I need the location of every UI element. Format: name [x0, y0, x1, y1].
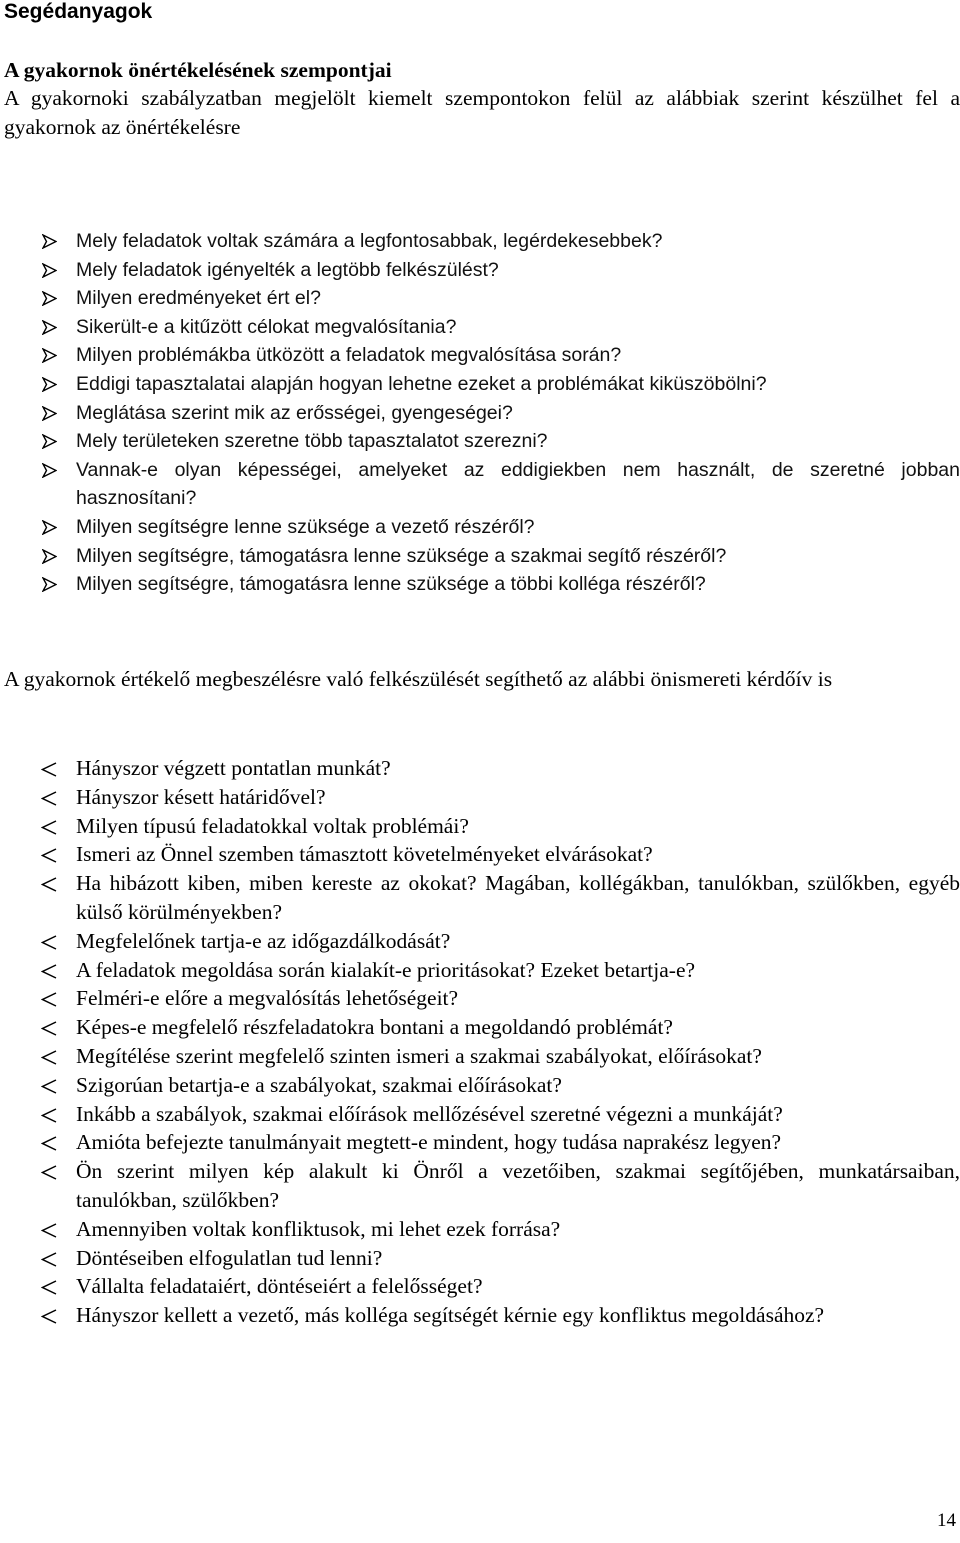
- self-evaluation-question: [0, 284, 960, 313]
- angle-left-icon: [40, 1215, 60, 1243]
- questionnaire-item-text: Ön szerint milyen kép alakult ki Önről a vezetőiben, szakmai segítőjében, munkatársaiban, tanulókban, szülőkben?: [76, 1159, 960, 1212]
- self-evaluation-question-text: Milyen segítségre, támogatásra lenne szüksége a többi kolléga részéről?: [76, 573, 706, 596]
- arrowhead-right-icon: [40, 313, 60, 341]
- angle-left-icon: [40, 956, 60, 984]
- angle-left-icon: [40, 1301, 60, 1329]
- questionnaire-item: [0, 927, 960, 956]
- questionnaire-item-text: Képes-e megfelelő részfeladatokra bontani a megoldandó problémát?: [76, 1015, 673, 1040]
- arrowhead-right-icon: [40, 427, 60, 455]
- arrowhead-right-icon: [40, 399, 60, 427]
- angle-left-icon: [40, 927, 60, 955]
- questionnaire-item: [0, 840, 960, 869]
- self-evaluation-question: [0, 427, 960, 456]
- questionnaire-item-text: Ismeri az Önnel szemben támasztott követelményeket elvárásokat?: [76, 842, 653, 867]
- questionnaire-item-text: Hányszor végzett pontatlan munkát?: [76, 756, 391, 780]
- arrowhead-right-icon: [40, 456, 60, 484]
- angle-left-icon: [40, 1100, 60, 1128]
- questionnaire-item-text: Megítélése szerint megfelelő szinten ismeri a szakmai szabályokat, előírásokat?: [76, 1043, 762, 1068]
- questionnaire-item: [0, 956, 960, 985]
- angle-left-icon: [40, 783, 60, 811]
- questionnaire-item-text: Megfelelőnek tartja-e az időgazdálkodását?: [76, 928, 451, 953]
- questionnaire-item-text: Szigorúan betartja-e a szabályokat, szakmai előírásokat?: [76, 1072, 562, 1097]
- questionnaire-item: [0, 1100, 960, 1129]
- angle-left-icon: [40, 984, 60, 1012]
- self-evaluation-question: [0, 341, 960, 370]
- self-evaluation-question: [0, 256, 960, 285]
- questionnaire-item: [0, 1301, 960, 1330]
- angle-left-icon: [40, 1128, 60, 1156]
- self-evaluation-question: [0, 542, 960, 571]
- angle-left-icon: [40, 1013, 60, 1041]
- intro-paragraph: A gyakornoki szabályzatban megjelölt kiemelt szempontokon felül az alábbiak szerint készülhet fel a gyakornok az önértékelésre: [4, 86, 960, 139]
- angle-left-icon: [40, 1042, 60, 1070]
- self-evaluation-question: [0, 570, 960, 599]
- section-title: A gyakornok önértékelésének szempontjai: [4, 58, 392, 82]
- self-evaluation-question-text: Mely feladatok voltak számára a legfontosabbak, legérdekesebbek?: [76, 230, 663, 252]
- questionnaire-item: [0, 1157, 960, 1215]
- questionnaire-item: [0, 1244, 960, 1273]
- angle-left-icon: [40, 754, 60, 782]
- self-knowledge-questionnaire-list: [0, 754, 960, 1330]
- self-evaluation-question: [0, 456, 960, 513]
- questionnaire-item: [0, 984, 960, 1013]
- self-evaluation-question-text: Milyen eredményeket ért el?: [76, 287, 321, 310]
- page-heading: Segédanyagok: [4, 0, 153, 23]
- questionnaire-item-text: Amennyiben voltak konfliktusok, mi lehet ezek forrása?: [76, 1216, 561, 1241]
- questionnaire-item: [0, 812, 960, 841]
- self-evaluation-question-text: Milyen segítségre lenne szüksége a vezető részéről?: [76, 515, 535, 538]
- questionnaire-item: [0, 1128, 960, 1157]
- angle-left-icon: [40, 812, 60, 840]
- questionnaire-item: [0, 754, 960, 783]
- self-evaluation-question-text: Sikerült-e a kitűzött célokat megvalósítania?: [76, 315, 457, 338]
- self-evaluation-question: [0, 370, 960, 399]
- arrowhead-right-icon: [40, 570, 60, 598]
- questionnaire-item-text: Inkább a szabályok, szakmai előírások mellőzésével szeretné végezni a munkáját?: [76, 1101, 783, 1126]
- questionnaire-item: [0, 1013, 960, 1042]
- angle-left-icon: [40, 1272, 60, 1300]
- self-evaluation-questions-list: [0, 227, 960, 599]
- angle-left-icon: [40, 869, 60, 897]
- questionnaire-item: [0, 1042, 960, 1071]
- self-evaluation-question-text: Mely területeken szeretne több tapasztalatot szerezni?: [76, 430, 548, 453]
- angle-left-icon: [40, 1157, 60, 1185]
- questionnaire-item-text: Milyen típusú feladatokkal voltak problémái?: [76, 813, 469, 838]
- questionnaire-item-text: Döntéseiben elfogulatlan tud lenni?: [76, 1245, 383, 1270]
- questionnaire-item: [0, 1272, 960, 1301]
- self-evaluation-question-text: Mely feladatok igényelték a legtöbb felkészülést?: [76, 258, 499, 281]
- angle-left-icon: [40, 1244, 60, 1272]
- arrowhead-right-icon: [40, 513, 60, 541]
- questionnaire-item: [0, 869, 960, 927]
- arrowhead-right-icon: [40, 341, 60, 369]
- page-number: 14: [937, 1510, 956, 1531]
- self-evaluation-question: [0, 513, 960, 542]
- questionnaire-item-text: Hányszor kellett a vezető, más kolléga segítségét kérnie egy konfliktus megoldásához?: [76, 1303, 825, 1328]
- angle-left-icon: [40, 1071, 60, 1099]
- arrowhead-right-icon: [40, 227, 60, 255]
- arrowhead-right-icon: [40, 256, 60, 284]
- arrowhead-right-icon: [40, 370, 60, 398]
- self-evaluation-question: [0, 227, 960, 256]
- questionnaire-item-text: Hányszor késett határidővel?: [76, 784, 326, 809]
- questionnaire-item: [0, 1071, 960, 1100]
- self-evaluation-question-text: Milyen segítségre, támogatásra lenne szüksége a szakmai segítő részéről?: [76, 544, 727, 567]
- questionnaire-item-text: Vállalta feladataiért, döntéseiért a felelősséget?: [76, 1274, 483, 1299]
- self-evaluation-question-text: Meglátása szerint mik az erősségei, gyengeségei?: [76, 401, 513, 424]
- arrowhead-right-icon: [40, 542, 60, 570]
- questionnaire-item: [0, 1215, 960, 1244]
- self-evaluation-question-text: Eddigi tapasztalatai alapján hogyan lehetne ezeket a problémákat kiküszöbölni?: [76, 372, 767, 395]
- questionnaire-item-text: Amióta befejezte tanulmányait megtett-e mindent, hogy tudása naprakész legyen?: [76, 1130, 782, 1155]
- self-evaluation-question: [0, 313, 960, 342]
- self-evaluation-question: [0, 399, 960, 428]
- questionnaire-item-text: Felméri-e előre a megvalósítás lehetőségeit?: [76, 986, 459, 1011]
- questionnaire-item: [0, 783, 960, 812]
- self-evaluation-question-text: Vannak-e olyan képességei, amelyeket az eddigiekben nem használt, de szeretné jobban hasznosítani?: [76, 458, 960, 510]
- arrowhead-right-icon: [40, 284, 60, 312]
- questionnaire-item-text: Ha hibázott kiben, miben kereste az okokat? Magában, kollégákban, tanulókban, szülőkben, egyéb külső körülményekben?: [76, 871, 960, 924]
- questionnaire-intro-paragraph: A gyakornok értékelő megbeszélésre való felkészülését segíthető az alábbi önismereti kérdőív is: [4, 667, 833, 691]
- questionnaire-item-text: A feladatok megoldása során kialakít-e prioritásokat? Ezeket betartja-e?: [76, 957, 696, 982]
- self-evaluation-question-text: Milyen problémákba ütközött a feladatok megvalósítása során?: [76, 344, 622, 367]
- angle-left-icon: [40, 840, 60, 868]
